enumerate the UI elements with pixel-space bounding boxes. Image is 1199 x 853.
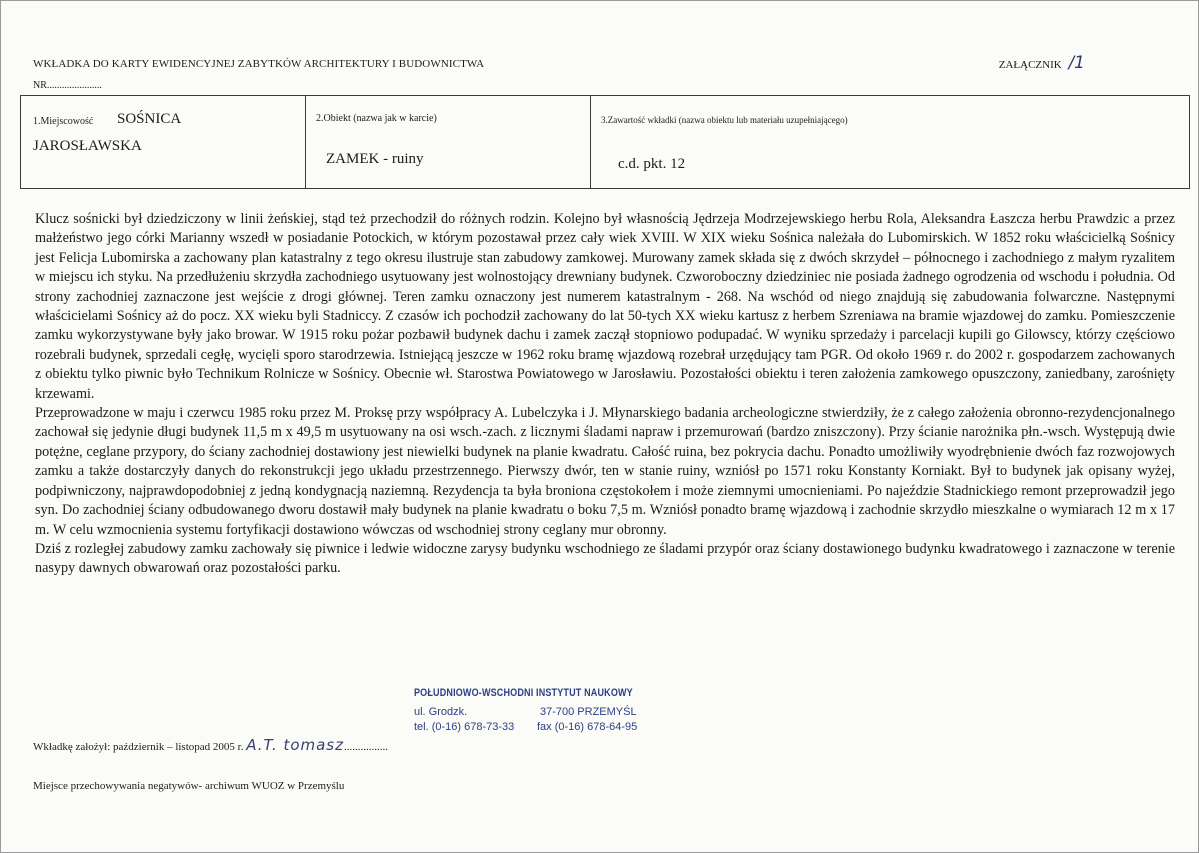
- stamp-address: ul. Grodzk.: [414, 706, 468, 718]
- contents-value: c.d. pkt. 12: [618, 156, 686, 172]
- stamp-city: 37-700 PRZEMYŚL: [540, 706, 637, 718]
- institute-stamp: [410, 687, 660, 743]
- founded-label: Wkładkę założył: październik – listopad 2005 r.: [33, 741, 244, 753]
- stamp-name: POŁUDNIOWO-WSCHODNI INSTYTUT NAUKOWY: [414, 687, 633, 699]
- contents-cell: [591, 96, 1189, 188]
- description-text: [35, 210, 1175, 579]
- paragraph-history: Klucz sośnicki był dziedziczony w linii żeńskiej, stąd też przechodził do różnych rodzin. Kolejno był własnością Jędrzeja Modrzejewskiego herbu Rola, Aleksandra Łaszcza herbu Prawdzic a przez małżeństwo jego córki Marianny wszedł w posiadanie Potockich, w którym pozostawał przez cały wiek XVIII. W XIX wieku Sośnica należała do Lubomirskich. W 1852 roku właścicielką Sośnicy jest Felicja Lubomirska a zachowany plan katastralny z tego okresu ilustruje stan zabudowy zamkowej. Murowany zamek składa się z dwóch skrzydeł – północnego i zachodniego z małym ryzalitem w miejscu ich styku. Na przedłużeniu skrzydła zachodniego usytuowany jest wolnostojący drewniany budynek. Czworoboczny dziedziniec nie posiada żadnego ogrodzenia od wschodu i południa. Od strony zachodniej zaznaczone jest wejście z drogi głównej. Teren zamku oznaczony jest numerem katastralnym - 268. Na wschód od niego znajdują się zabudowania folwarczne. Następnymi właścicielami Sośnicy aż do pocz. XX wieku byli Stadniccy. Z czasów ich pochodził zachowany do lat 50-tych XX wieku kartusz z herbem Szreniawa na bramie wjazdowej do zamku. Pomieszczenie zamku wykorzystywane były jako browar. W 1915 roku pożar pozbawił budynek dachu i zamek zaczął stopniowo podupadać. W wyniku sprzedaży i parcelacji kupili go Gilowscy, którzy częściowo rozebrali budynek, sprzedali cegłę, wycięli sporo starodrzewia. Istniejącą jeszcze w 1962 roku bramę wjazdową rozebrał urzędujący tam PGR. Od około 1969 r. do 2002 r. gospodarzem zachowanych z obiektu tylko piwnic było Technikum Rolnicze w Sośnicy. Obecnie wł. Starostwa Powiatowego w Jarosławiu. Pozostałości obiektu i teren założenia zamkowego opuszczony, zaniedbany, zarośnięty krzewami.: [35, 211, 1175, 402]
- locality-value: SOŚNICA: [117, 111, 182, 127]
- info-table: [20, 95, 1190, 189]
- paragraph-archaeology: Przeprowadzone w maju i czerwcu 1985 roku przez M. Proksę przy współpracy A. Lubelczyka i J. Młynarskiego badania archeologiczne stwierdziły, że z całego założenia obronno-rezydencjonalnego zachował się jedynie długi budynek 11,5 m x 49,5 m usytuowany na osi wsch.-zach. z licznymi śladami napraw i przemurowań (bardzo zniszczony). Przy ścianie narożnika płn.-wsch. Występują dwie potężne, ceglane przypory, do ściany zachodniej dostawiony jest niewielki budynek na planie kwadratu. Całość ruina, bez pokrycia dachu. Ponadto umożliwiły wyodrębnienie dwóch faz rozwojowych zamku a także dostarczyły danych do rekonstrukcji jego układu przestrzennego. Pierwszy dwór, ten w stanie ruiny, wzniósł po 1571 roku Konstanty Korniakt. Był to budynek jak opisany wyżej, podpiwniczony, najprawdopodobniej z jedną kondygnacją naziemną. Rezydencja ta była broniona częstokołem i może ziemnymi umocnieniami. Po najeździe Stadnickiego remont przeprowadził jego syn. Do zachodniej ściany odbudowanego dworu dostawił mały budynek na planie kwadratu o boku 7,5 m. Wzniósł ponadto bramę wjazdową i zachodnie skrzydło mieszkalne o wymiarach 12 m x 17 m. W celu wzmocnienia systemu fortyfikacji dostawiono wówczas od wschodniej strony ceglany mur obronny.: [35, 405, 1175, 538]
- form-title: WKŁADKA DO KARTY EWIDENCYJNEJ ZABYTKÓW ARCHITEKTURY I BUDOWNICTWA: [33, 58, 485, 70]
- object-value: ZAMEK - ruiny: [326, 151, 424, 167]
- locality-value-county: JAROSŁAWSKA: [33, 138, 142, 154]
- storage-note: Miejsce przechowywania negatywów- archiwum WUOZ w Przemyślu: [33, 780, 345, 792]
- stamp-tel: tel. (0-16) 678-73-33: [414, 721, 515, 733]
- locality-label: 1.Miejscowość: [33, 116, 94, 127]
- attachment-number: /1: [1068, 53, 1085, 73]
- signature: A.T. tomasz: [246, 736, 344, 754]
- record-number: NR......................: [33, 80, 102, 91]
- paragraph-current-state: Dziś z rozległej zabudowy zamku zachowały się piwnice i ledwie widoczne zarysy budynku wschodniego ze śladami przypór oraz ściany dostawionego budynku kwadratowego i zaznaczone w terenie nasypy dawnych obwarowań oraz pozostałości parku.: [35, 540, 1175, 577]
- attachment-label-text: ZAŁĄCZNIK: [998, 59, 1062, 71]
- founded-line: [33, 736, 388, 754]
- stamp-fax: fax (0-16) 678-64-95: [537, 721, 638, 733]
- signature-dots: ................: [344, 741, 388, 753]
- attachment-label: [999, 53, 1085, 73]
- object-cell: [306, 96, 591, 188]
- contents-label: 3.Zawartość wkładki (nazwa obiektu lub materiału uzupełniającego): [601, 115, 848, 125]
- object-label: 2.Obiekt (nazwa jak w karcie): [316, 113, 437, 124]
- locality-cell: [21, 96, 306, 188]
